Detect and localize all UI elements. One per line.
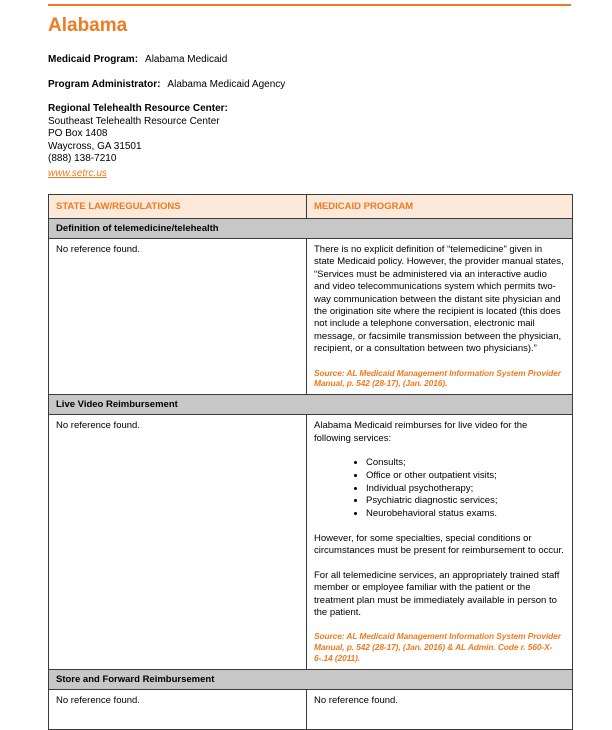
definition-paragraph: There is no explicit definition of “telemedicine” given in state Medicaid policy. However, the provider manual states, “Services must be administered via an interactive audio and video telecommunications system which permits two-way communication between the distant site physician and the origination site where the recipient is located (this does not include a telephone conversation, electronic mail message, or facsimile transmission between the physician, recipient, or a consultation between two physicians).” [314, 244, 564, 355]
section-title-definition: Definition of telemedicine/telehealth [49, 219, 573, 239]
list-item: • Neurobehavioral status exams. [366, 508, 565, 521]
resource-center-po-box: PO Box 1408 [48, 128, 108, 139]
program-administrator-row [48, 79, 572, 92]
section-title-live-video: Live Video Reimbursement [49, 395, 573, 415]
resource-center-name: Southeast Telehealth Resource Center [48, 115, 220, 127]
medicaid-program-value: Alabama Medicaid [145, 54, 228, 65]
resource-center-label: Regional Telehealth Resource Center: [48, 103, 228, 114]
live-video-services-list [314, 457, 565, 521]
table-row [49, 239, 573, 395]
section-row-store-forward [49, 669, 573, 689]
section-title-store-forward: Store and Forward Reimbursement [49, 669, 573, 689]
resource-center-city: Waycross, GA 31501 [48, 140, 142, 152]
section-row-live-video [49, 395, 573, 415]
column-header-state-law: STATE LAW/REGULATIONS [49, 195, 307, 219]
program-administrator-value: Alabama Medicaid Agency [167, 78, 286, 90]
section-row-definition [49, 219, 573, 239]
table-row [49, 415, 573, 670]
medicaid-program-cell-live-video [307, 415, 573, 670]
medicaid-program-row [48, 54, 572, 67]
list-item: • Consults; [366, 457, 565, 470]
column-header-medicaid-program: MEDICAID PROGRAM [307, 195, 573, 219]
program-administrator-label: Program Administrator: [48, 78, 161, 90]
medicaid-program-cell-store-forward: No reference found. [307, 689, 573, 729]
list-item: • Individual psychotherapy; [366, 483, 565, 496]
table-header-row [49, 195, 573, 219]
resource-center-phone: (888) 138-7210 [48, 153, 117, 164]
state-info-block [48, 54, 572, 180]
list-item: • Office or other outpatient visits; [366, 470, 565, 483]
state-law-cell-store-forward: No reference found. [49, 689, 307, 729]
state-law-cell-definition: No reference found. [49, 239, 307, 395]
source-citation: Source: AL Medicaid Management Information System Provider Manual, p. 542 (28-17), (Jan. 2016). [314, 367, 561, 389]
list-item: • Psychiatric diagnostic services; [366, 495, 565, 508]
live-video-conditions-paragraph: However, for some specialties, special conditions or circumstances must be present for reimbursement to occur. [314, 533, 564, 557]
medicaid-program-label: Medicaid Program: [48, 54, 139, 65]
policy-table [48, 194, 573, 730]
table-row [49, 689, 573, 729]
resource-center-link[interactable]: www.setrc.us [48, 167, 107, 179]
medicaid-program-cell-definition [307, 239, 573, 395]
live-video-staff-paragraph: For all telemedicine services, an appropriately trained staff member or employee familiar with the patient or the treatment plan must be immediately available in person to the patient. [314, 569, 560, 619]
page-title: Alabama [48, 15, 128, 36]
top-rule [48, 4, 571, 6]
state-law-cell-live-video: No reference found. [49, 415, 307, 670]
resource-center-block [48, 103, 572, 180]
source-citation: Source: AL Medicaid Management Information System Provider Manual, p. 542 (28-17), (Jan. 2016) & AL Admin. Code r. 560-X-6-.14 (2011). [314, 631, 561, 664]
live-video-intro: Alabama Medicaid reimburses for live video for the following services: [314, 420, 528, 444]
